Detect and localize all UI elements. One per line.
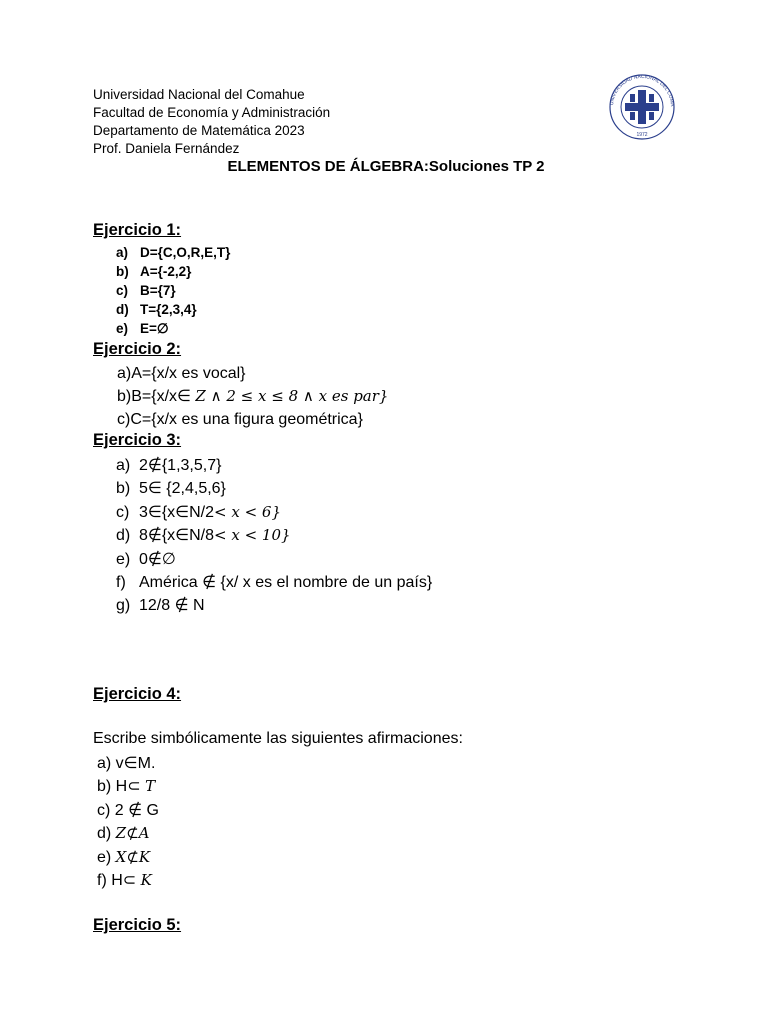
list-item: c) 3∈{x∈N/2< x < 6}: [116, 502, 282, 521]
list-item: a)A={x/x es vocal}: [117, 365, 246, 382]
professor-name: Prof. Daniela Fernández: [93, 141, 240, 156]
list-item: f) América ∉ {x/ x es el nombre de un país}: [116, 574, 433, 592]
list-item: a) 2∉{1,3,5,7}: [116, 457, 222, 474]
faculty-name: Facultad de Economía y Administración: [93, 105, 331, 120]
list-item: g) 12/8 ∉ N: [116, 597, 205, 615]
exercise-1-list: [116, 243, 230, 338]
list-item: d) Z⊄A: [97, 824, 150, 843]
list-item: a) v∈M.: [97, 755, 156, 772]
exercise-1-heading: Ejercicio 1:: [93, 221, 182, 239]
list-item: d) 8∉{x∈N/8< x < 10}: [116, 526, 291, 545]
list-item: e) X⊄K: [97, 847, 151, 866]
list-item: b) A={-2,2}: [116, 264, 192, 279]
exercise-3-list: [116, 454, 432, 618]
exercise-4-list: [97, 752, 159, 892]
list-item: d) T={2,3,4}: [116, 302, 197, 317]
department-name: Departamento de Matemática 2023: [93, 123, 305, 138]
institution-header: [93, 86, 330, 158]
exercise-4-heading: Ejercicio 4:: [93, 685, 182, 703]
list-item: c) B={7}: [116, 283, 176, 298]
document-title: ELEMENTOS DE ÁLGEBRA:Soluciones TP 2: [227, 158, 545, 175]
list-item: e) 0∉∅: [116, 550, 176, 568]
exercise-5-heading: Ejercicio 5:: [93, 916, 182, 934]
list-item: a) D={C,O,R,E,T}: [116, 245, 231, 260]
list-item: c)C={x/x es una figura geométrica}: [117, 411, 363, 428]
list-item: b) 5∈ {2,4,5,6}: [116, 480, 226, 498]
exercise-3-heading: Ejercicio 3:: [93, 431, 182, 449]
exercise-2-list: [117, 362, 388, 431]
exercise-2-heading: Ejercicio 2:: [93, 340, 182, 358]
list-item: e) E=∅: [116, 321, 169, 336]
list-item: b) H⊂ T: [97, 777, 156, 796]
university-name: Universidad Nacional del Comahue: [93, 87, 305, 102]
svg-text:UNIVERSIDAD NACIONAL DEL COMAH: UNIVERSIDAD NACIONAL DEL COMA: [609, 74, 676, 107]
list-item: b)B={x/x∈ Z ∧ 2 ≤ x ≤ 8 ∧ x es par}: [117, 387, 389, 405]
logo-year: 1972: [636, 132, 648, 138]
exercise-4-instructions: Escribe simbólicamente las siguientes afirmaciones:: [93, 730, 463, 747]
list-item: c) 2 ∉ G: [97, 801, 159, 819]
list-item: f) H⊂ K: [97, 871, 152, 890]
university-seal-logo: [603, 74, 681, 140]
